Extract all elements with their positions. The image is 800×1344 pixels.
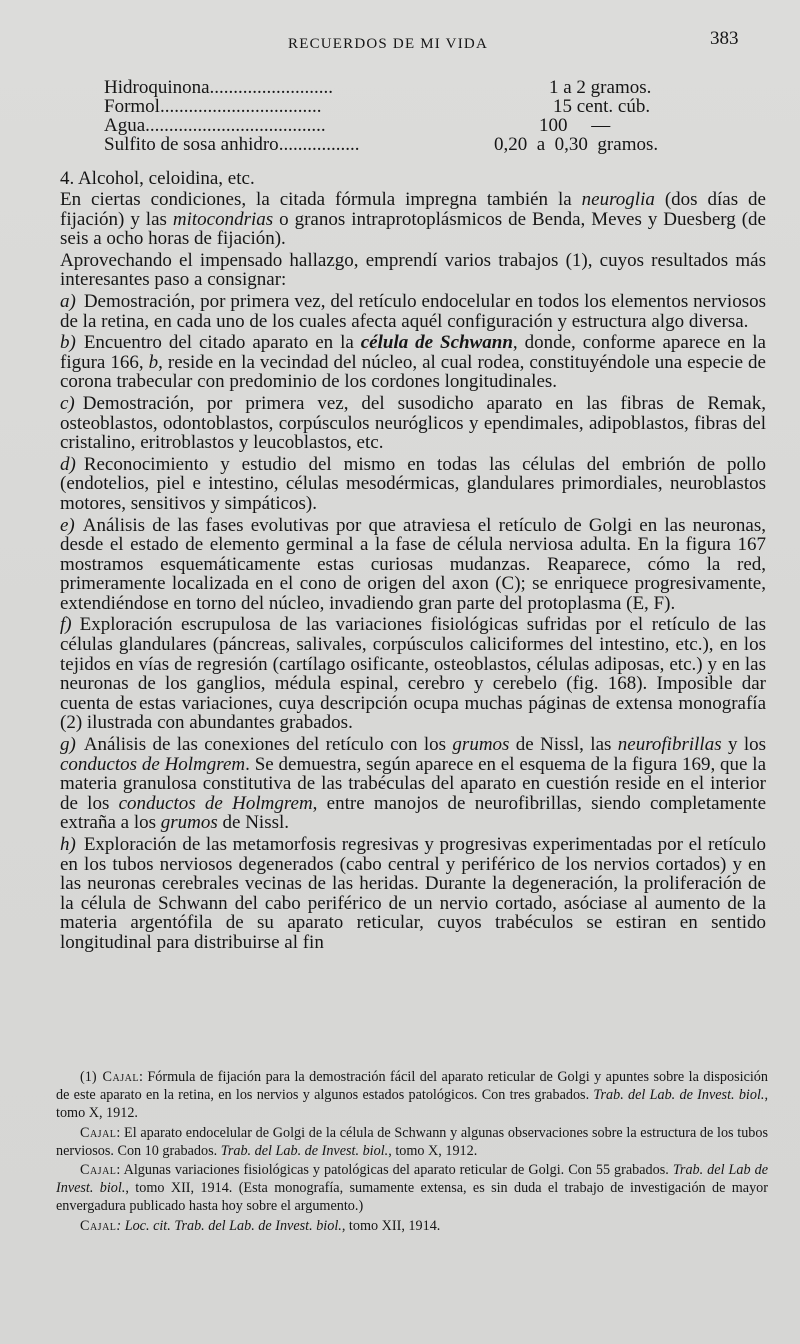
formula-amount: 100 — [539,115,611,136]
list-item-d: d) Reconocimiento y estudio del mismo en todas las células del embrión de pollo (endotelios, piel e intestino, células mesodérmicas, glandulares primordiales, neuroblastos motores, sensitivos y simpáticos). [60,453,766,514]
formula-row [104,78,694,97]
formula-ingredient: Agua...................................... [104,115,326,136]
paragraph: Aprovechando el impensado hallazgo, emprendí varios trabajos (1), cuyos resultados más interesantes paso a consignar: [60,249,766,291]
footnote-4: Cajal: Loc. cit. Trab. del Lab. de Invest. biol., tomo XII, 1914. [80,1217,441,1234]
footnote-3: Cajal: Algunas variaciones fisiológicas y patológicas del aparato reticular de Golgi. Con 55 grabados. Trab. del Lab de Invest. biol., tomo XII, 1914. (Esta monografía, sumamente extensa, es sin duda el trabajo de investigación de mayor envergadura publicado hasta hoy sobre el argumento.) [56,1162,768,1215]
formula-row [104,116,694,135]
formula-item-4: 4. Alcohol, celoidina, etc. [60,168,255,189]
footnote-1: (1) Cajal: Fórmula de fijación para la demostración fácil del aparato reticular de Golgi y apuntes sobre la disposición de este aparato en la retina, en los nervios y algunos estados patológicos. Con tres grabados. Trab. del Lab. de Invest. biol., tomo X, 1912. [56,1069,768,1122]
main-text [60,190,766,953]
page-header [0,28,800,58]
formula-table [104,78,694,154]
formula-row [104,97,694,116]
list-item-f: f) Exploración escrupulosa de las variaciones fisiológicas sufridas por el retículo de las células glandulares (páncreas, salivales, corpúsculos caliciformes del intestino, etc.), en los tejidos en vías de regresión (cartílago osificante, osteoblastos, células adiposas, etc.) y en las neuronas de los ganglios, médula espinal, cerebro y cerebelo (fig. 168). Imposible dar cuenta de estas variaciones, cuya descripción ocupa muchas páginas de extensa monografía (2) ilustrada con abundantes grabados. [60,614,766,734]
formula-amount: 0,20 a 0,30 gramos. [494,134,659,155]
list-item-a: a) Demostración, por primera vez, del retículo endocelular en todos los elementos nerviosos de la retina, en cada uno de los cuales afecta aquél configuración y estructura algo diversa. [60,290,766,332]
list-item-e: e) Análisis de las fases evolutivas por que atraviesa el retículo de Golgi en las neuronas, desde el estado de elemento germinal a la fase de célula nerviosa adulta. En la figura 167 mostramos esquemáticamente estas curiosas mudanzas. Reaparece, cómo la red, primeramente localizada en el cono de origen del axon (C); se enriquece progresivamente, extendiéndose en torno del núcleo, invadiendo gran parte del protoplasma (E, F). [60,514,766,614]
footnote-2: Cajal: El aparato endocelular de Golgi de la célula de Schwann y algunas observaciones sobre la estructura de los tubos nerviosos. Con 10 grabados. Trab. del Lab. de Invest. biol., tomo X, 1912. [56,1124,768,1159]
formula-ingredient: Formol.................................. [104,96,322,117]
footnotes [56,1068,768,1236]
running-head: RECUERDOS DE MI VIDA [288,36,488,52]
formula-amount: 15 cent. cúb. [553,96,651,117]
formula-amount: 1 a 2 gramos. [549,77,652,98]
formula-ingredient: Sulfito de sosa anhidro................. [104,134,360,155]
paragraph: En ciertas condiciones, la citada fórmula impregna también la neuroglia (dos días de fijación) y las mitocondrias o granos intraprotoplásmicos de Benda, Meves y Duesberg (de seis a ocho horas de fijación). [60,189,766,250]
list-item-b: b) Encuentro del citado aparato en la célula de Schwann, donde, conforme aparece en la figura 166, b, reside en la vecindad del núcleo, al cual rodea, constituyéndole una especie de corona trabecular con predominio de los cordones longitudinales. [60,332,766,393]
list-item-g: g) Análisis de las conexiones del retículo con los grumos de Nissl, las neurofibrillas y los conductos de Holmgrem. Se demuestra, según aparece en el esquema de la figura 169, que la materia granulosa constitutiva de las trabéculas del aparato en cuestión reside en el interior de los conductos de Holmgrem, entre manojos de neurofibrillas, siendo completamente extraña a los grumos de Nissl. [60,734,767,834]
list-item-h: h) Exploración de las metamorfosis regresivas y progresivas experimentadas por el retículo en los tubos nerviosos degenerados (cabo central y periférico de los nervios cortados) y en las neuronas cerebrales vecinas de las heridas. Durante la degeneración, la proliferación de la célula de Schwann del cabo periférico de un nervio cortado, asóciase al aumento de la materia argentófila de su aparato reticular, cuyos trabéculos se estiran en sentido longitudinal para distribuirse al fin [60,834,766,953]
page-number: 383 [710,28,739,49]
list-item-c: c) Demostración, por primera vez, del susodicho aparato en las fibras de Remak, osteoblastos, odontoblastos, corpúsculos neuróglicos y ependimales, adipoblastos, fibras del cristalino, eritroblastos y leucoblastos, etc. [60,392,766,454]
formula-row [104,135,694,154]
formula-ingredient: Hidroquinona.......................... [104,77,334,98]
